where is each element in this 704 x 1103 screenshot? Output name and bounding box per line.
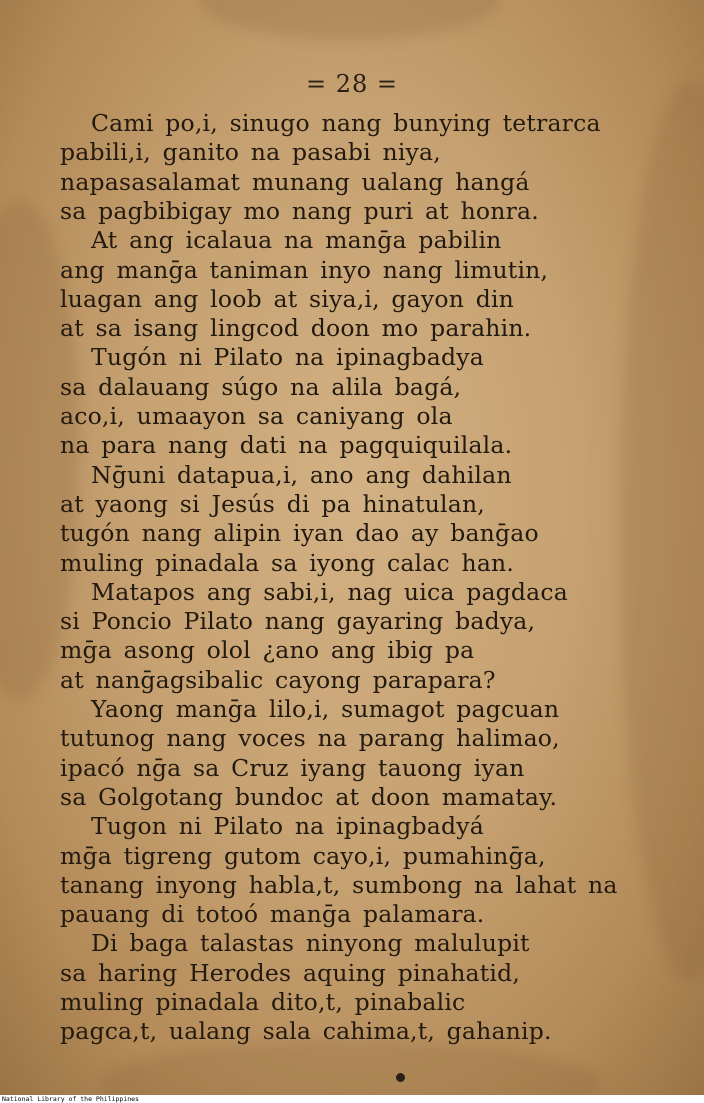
poem-line: mḡa asong olol ¿ano ang ibig pa — [60, 636, 475, 665]
poem-line: Tugon ni Pilato na ipinagbadyá — [91, 812, 484, 841]
poem-line: sa Golgotang bundoc at doon mamatay. — [60, 782, 558, 811]
poem-line: tanang inyong habla,t, sumbong na lahat na — [60, 870, 618, 899]
poem-line: pabili,i, ganito na pasabi niya, — [60, 138, 441, 167]
poem-line: tugón nang alipin iyan dao ay banḡao — [60, 519, 539, 548]
poem-line: sa dalauang súgo na alila bagá, — [60, 372, 462, 401]
poem-line: Di baga talastas ninyong malulupit — [91, 929, 530, 958]
poem-line: si Poncio Pilato nang gayaring badya, — [60, 607, 536, 636]
poem-line: tutunog nang voces na parang halimao, — [60, 724, 560, 753]
poem-line: ipacó nḡa sa Cruz iyang tauong iyan — [60, 753, 525, 782]
poem-line: luagan ang loob at siya,i, gayon din — [60, 284, 514, 313]
poem-line: muling pinadala sa iyong calac han. — [60, 548, 515, 577]
poem-line: sa haring Herodes aquing pinahatid, — [60, 958, 521, 987]
poem-line: pagca,t, ualang sala cahima,t, gahanip. — [60, 1017, 552, 1046]
poem-line: napasasalamat munang ualang hangá — [60, 167, 530, 196]
poem-line: muling pinadala dito,t, pinabalic — [60, 988, 466, 1016]
poem-line: Matapos ang sabi,i, nag uica pagdaca — [91, 577, 568, 606]
poem-line: Yaong manḡa lilo,i, sumagot pagcuan — [91, 695, 560, 723]
printer-mark-icon — [396, 1073, 405, 1082]
poem-line: mḡa tigreng gutom cayo,i, pumahinḡa, — [60, 841, 546, 870]
poem-line: at yaong si Jesús di pa hinatulan, — [60, 489, 485, 518]
poem-line: At ang icalaua na manḡa pabilin — [91, 226, 502, 255]
poem-line: ang manḡa taniman inyo nang limutin, — [60, 255, 549, 284]
poem-line: Tugón ni Pilato na ipinagbadya — [91, 343, 484, 372]
poem-line: at sa isang lingcod doon mo parahin. — [60, 314, 532, 343]
poem-line: Cami po,i, sinugo nang bunying tetrarca — [91, 109, 601, 137]
footer-credit: National Library of the Philippines — [2, 1095, 139, 1103]
poem-line: at nanḡagsibalic cayong parapara? — [60, 665, 496, 694]
poem-line: sa pagbibigay mo nang puri at honra. — [60, 196, 539, 225]
poem-line: pauang di totoó manḡa palamara. — [60, 900, 485, 929]
poem-line: na para nang dati na pagquiquilala. — [60, 431, 513, 460]
poem-line: aco,i, umaayon sa caniyang ola — [60, 402, 453, 430]
page-number: = 28 = — [305, 70, 398, 98]
poem-line: Nḡuni datapua,i, ano ang dahilan — [91, 460, 512, 489]
